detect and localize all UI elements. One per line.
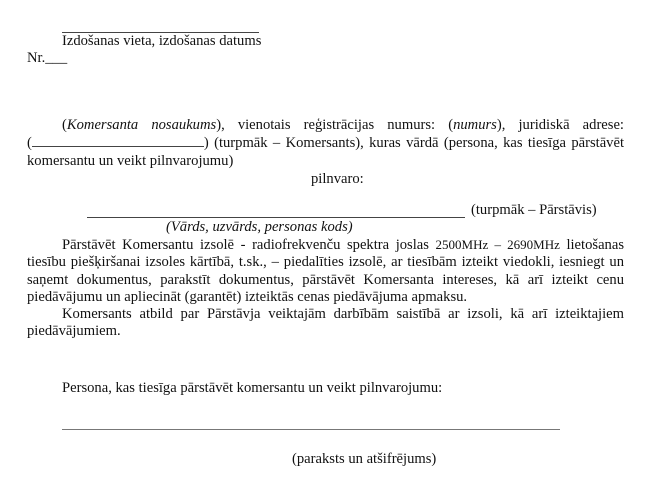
intro-line-1: (Komersanta nosaukums), vienotais reģistrācijas numurs: (numurs), juridiskā adrese: [62,117,624,133]
powers-line-1: Pārstāvēt Komersantu izsolē - radiofrekvenču spektra joslas 2500MHz – 2690MHz lietošanas [62,237,624,253]
reg-number-placeholder: numurs [453,117,497,133]
signature-caption: (paraksts un atšifrējums) [292,451,437,467]
powers-line-4: piedāvājumu un apliecināt (garantēt) izteiktās cenas piedāvājuma apmaksu. [27,289,468,306]
liability-line-2: piedāvājumiem. [27,323,121,340]
authorizes-heading: pilnvaro: [311,171,364,187]
powers-line-3: saņemt dokumentus, parakstīt dokumentus, pārstāvēt Komersanta intereses, kā arī izteikt cenu [27,271,624,288]
signature-line [62,429,560,430]
signature-label: Persona, kas tiesīga pārstāvēt komersantu un veikt pilnvarojumu: [62,380,443,396]
place-date-label: Izdošanas vieta, izdošanas datums [62,33,262,49]
representative-blank-line [87,217,465,218]
intro-line-2: ( ) (turpmāk – Komersants), kuras vārdā (persona, kas tiesīga pārstāvēt [27,135,624,152]
liability-line-1: Komersants atbild par Pārstāvja veiktajām darbībām saistībā ar izsoli, kā arī izteiktajiem [62,306,624,322]
representative-caption: (Vārds, uzvārds, personas kods) [166,219,353,235]
frequency-band: 2500MHz – 2690MHz [435,237,560,252]
company-name-placeholder: Komersanta nosaukums [66,117,217,133]
intro-line-3: komersantu un veikt pilnvarojumu) [27,152,234,169]
representative-suffix: (turpmāk – Pārstāvis) [471,202,597,218]
powers-paragraph [27,236,624,307]
intro-paragraph [27,117,624,170]
powers-line-2: tiesību piešķiršanai izsoles kārtībā, t.sk., – piedalīties izsolē, ar tiesībām izteikt viedokli, iesniegt un [27,254,624,271]
document-number: Nr.___ [27,50,68,66]
address-blank [32,134,204,147]
liability-paragraph [27,306,624,341]
